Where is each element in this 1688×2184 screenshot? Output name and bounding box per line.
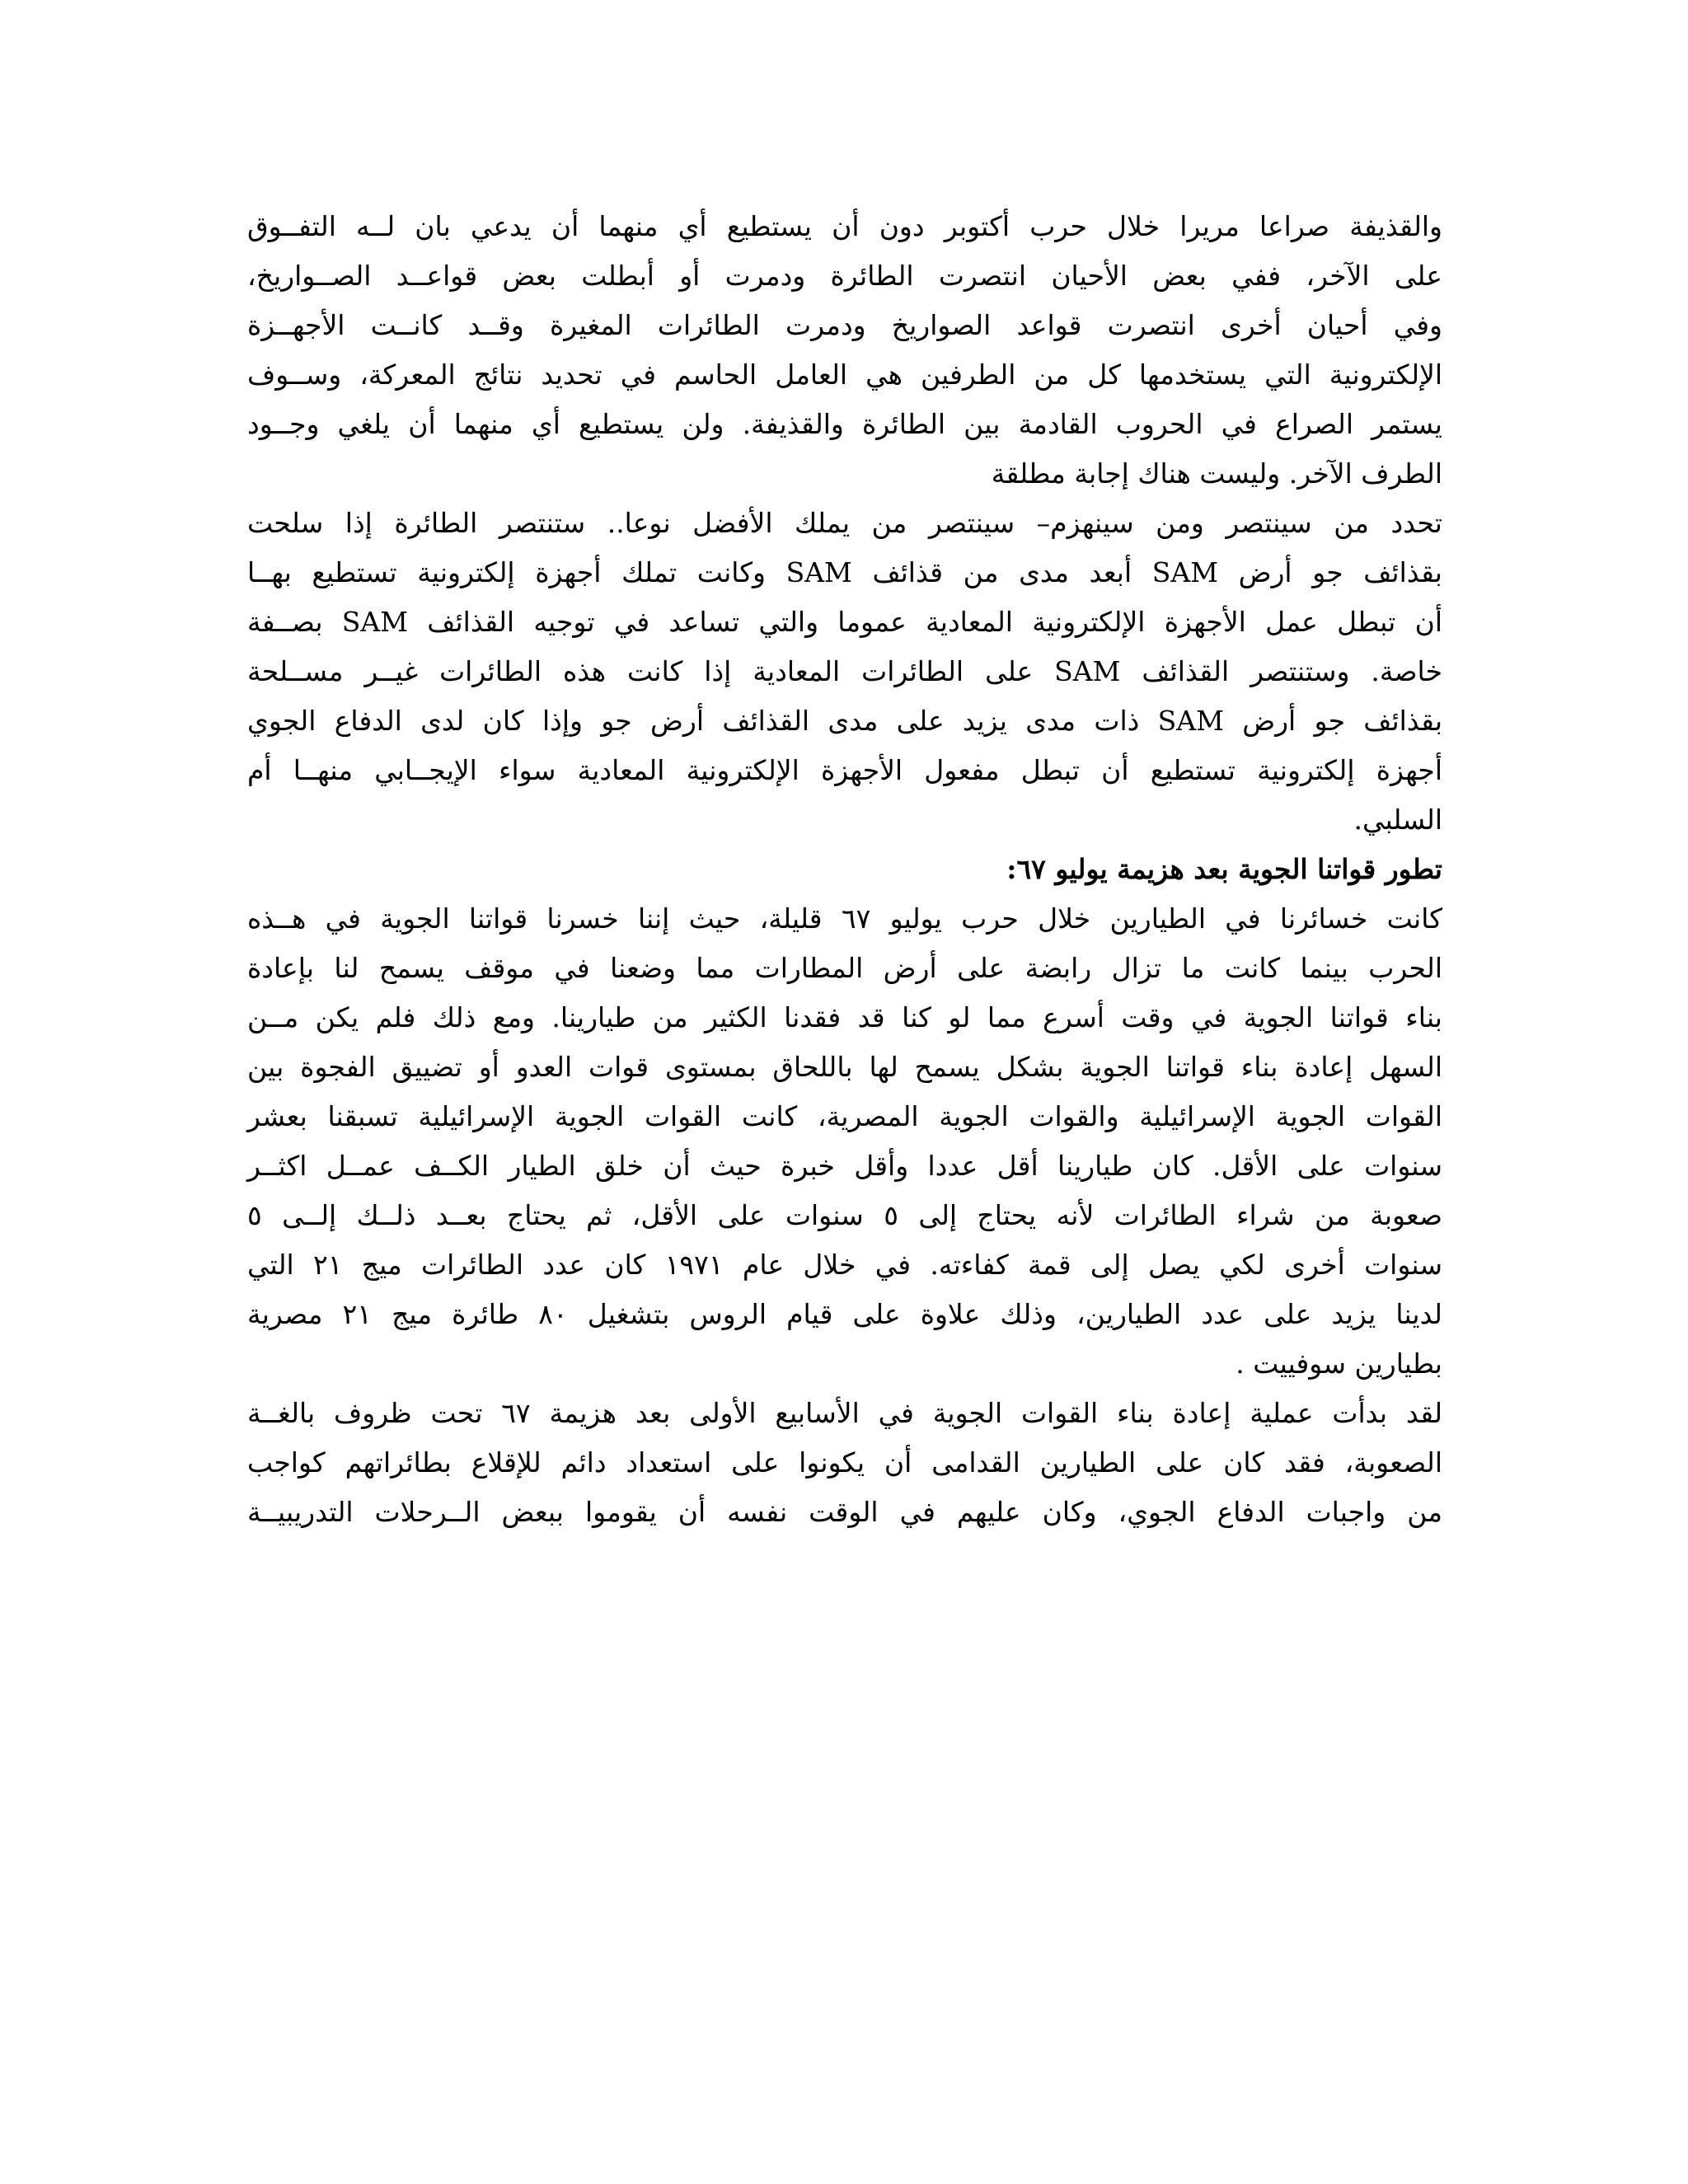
text-line: والقذيفة صراعا مريرا خلال حرب أكتوبر دون أن يستطيع أي منهما أن يدعي بان لــه التفــوق [247,210,1442,242]
text-line: لدينا يزيد على عدد الطيارين، وذلك علاوة على قيام الروس بتشغيل ٨٠ طائرة ميج ٢١ مصرية [247,1298,1442,1330]
text-line: سنوات أخرى لكي يصل إلى قمة كفاءته. في خلال عام ١٩٧١ كان عدد الطائرات ميج ٢١ التي [247,1249,1442,1281]
text-line: بطيارين سوفييت . [1236,1347,1442,1380]
text-line: أجهزة إلكترونية تستطيع أن تبطل مفعول الأجهزة الإلكترونية المعادية سواء الإيجــابي منهــا أم [247,754,1442,786]
text-line: أن تبطل عمل الأجهزة الإلكترونية المعادية عموما والتي تساعد في توجيه القذائف SAM بصــفة [247,606,1442,638]
text-line: تحدد من سينتصر ومن سينهزم– سينتصر من يملك الأفضل نوعا.. ستنتصر الطائرة إذا سلحت [247,507,1442,539]
text-line: السهل إعادة بناء قواتنا الجوية بشكل يسمح لها باللحاق بمستوى قوات العدو أو تضييق الفجوة بين [247,1051,1442,1083]
text-line: لقد بدأت عملية إعادة بناء القوات الجوية في الأسابيع الأولى بعد هزيمة ٦٧ تحت ظروف بالغــة [247,1397,1443,1429]
text-line: سنوات على الأقل. كان طيارينا أقل عددا وأقل خبرة حيث أن خلق الطيار الكــف عمــل اكثــر [247,1150,1442,1182]
text-line: وفي أحيان أخرى انتصرت قواعد الصواريخ ودمرت الطائرات المغيرة وقــد كانــت الأجهــزة [247,309,1442,341]
text-line: السلبي. [1353,804,1442,836]
text-line: الحرب بينما كانت ما تزال رابضة على أرض المطارات مما وضعنا في موقف يسمح لنا بإعادة [247,952,1442,984]
text-line: الإلكترونية التي يستخدمها كل من الطرفين هي العامل الحاسم في تحديد نتائج المعركة، وســوف [247,359,1442,391]
text-line: على الآخر، ففي بعض الأحيان انتصرت الطائرة ودمرت أو أبطلت بعض قواعــد الصــواريخ، [247,260,1442,292]
text-line: القوات الجوية الإسرائيلية والقوات الجوية المصرية، كانت القوات الجوية الإسرائيلية تسبقنا بعشر [247,1100,1442,1132]
text-line: يستمر الصراع في الحروب القادمة بين الطائرة والقذيفة. ولن يستطيع أي منهما أن يلغي وجــود [247,408,1442,440]
text-line: بقذائف جو أرض SAM أبعد مدى من قذائف SAM وكانت تملك أجهزة إلكترونية تستطيع بهــا [247,556,1442,588]
text-line: بقذائف جو أرض SAM ذات مدى يزيد على مدى القذائف أرض جو وإذا كان لدى الدفاع الجوي [247,705,1443,737]
section-heading: تطور قواتنا الجوية بعد هزيمة يوليو ٦٧: [1006,853,1442,885]
text-line: كانت خسائرنا في الطيارين خلال حرب يوليو ٦٧ قليلة، حيث إننا خسرنا قواتنا الجوية في هــذه [247,902,1442,935]
text-line: بناء قواتنا الجوية في وقت أسرع مما لو كنا قد فقدنا الكثير من طيارينا. ومع ذلك فلم يكن مــن [247,1001,1442,1033]
text-line: الطرف الآخر. وليست هناك إجابة مطلقة [991,457,1442,490]
body-text [247,202,1442,1537]
text-line: من واجبات الدفاع الجوي، وكان عليهم في الوقت نفسه أن يقوموا ببعض الــرحلات التدريبيــة [247,1496,1442,1528]
text-line: الصعوبة، فقد كان على الطيارين القدامى أن يكونوا على استعداد دائم للإقلاع بطائراتهم كواجب [247,1446,1442,1479]
text-line: صعوبة من شراء الطائرات لأنه يحتاج إلى ٥ سنوات على الأقل، ثم يحتاج بعــد ذلــك إلــى ٥ [247,1199,1442,1231]
text-line: خاصة. وستنتصر القذائف SAM على الطائرات المعادية إذا كانت هذه الطائرات غيــر مســلحة [247,655,1443,687]
